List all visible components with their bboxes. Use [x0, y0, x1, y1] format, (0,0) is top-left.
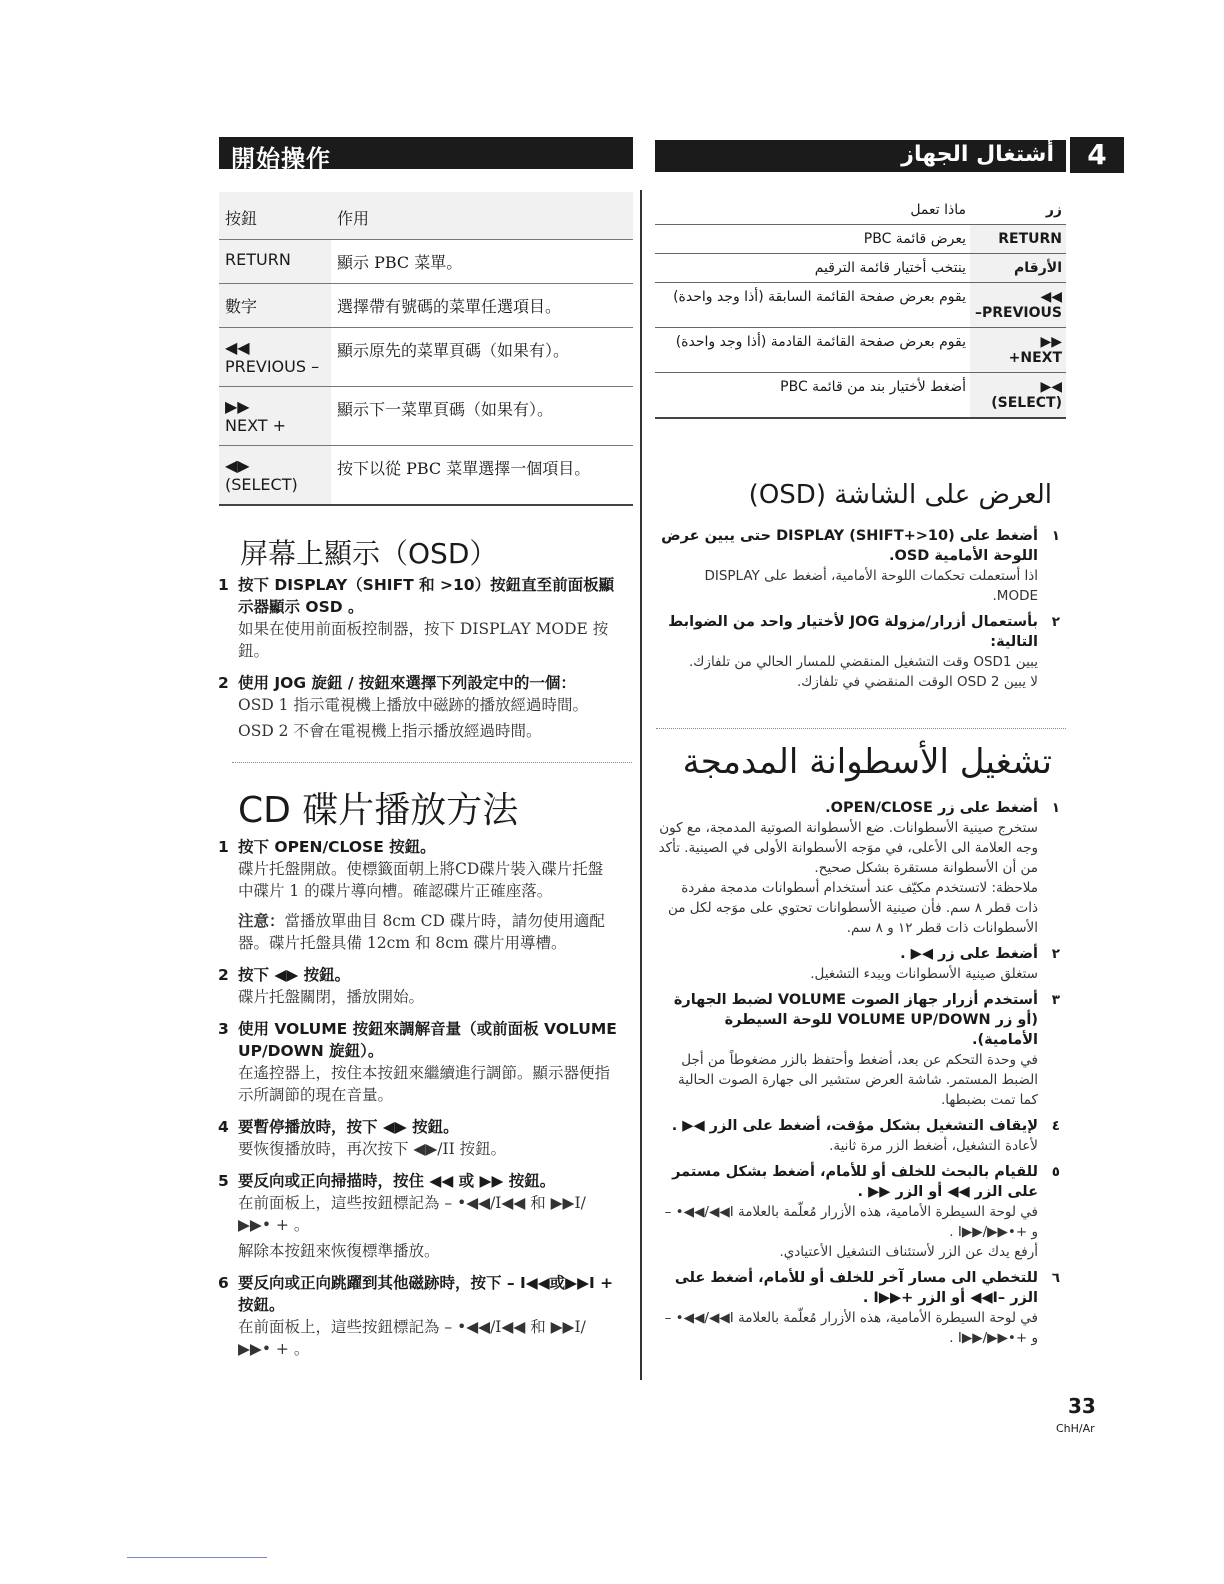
list-item — [218, 964, 618, 1008]
table-row — [655, 328, 1066, 373]
table-cell-value: يعرض قائمة PBC — [655, 225, 970, 254]
table-row — [655, 373, 1066, 419]
table-cell-key: الأرقام — [970, 254, 1066, 283]
table-cell-value: ينتخب أختيار قائمة الترقيم — [655, 254, 970, 283]
left-button-table — [219, 192, 633, 506]
step-text: أضغط على زر ◀▶ . — [900, 946, 1038, 962]
step-desc: 如果在使用前面板控制器，按下 DISPLAY MODE 按鈕。 — [238, 620, 609, 660]
step-text: بأستعمال أزرار/مزولة JOG لأختيار واحد من الضوابط التالية: — [668, 614, 1038, 650]
step-desc-2: لا يبين OSD 2 الوقت المنقضي في تلفازك. — [796, 674, 1038, 690]
step-desc: 在前面板上，這些按鈕標記為 – •◀◀/I◀◀ 和 ▶▶I/▶▶• + 。 — [238, 1194, 586, 1234]
table-cell-value: يقوم بعرض صفحة القائمة السابقة (أذا وجد واحدة) — [655, 283, 970, 328]
list-item — [656, 1268, 1060, 1348]
list-item — [656, 1116, 1060, 1156]
table-cell-value: أضغط لأختيار بند من قائمة PBC — [655, 373, 970, 419]
step-text: 按下 OPEN/CLOSE 按鈕。 — [238, 838, 436, 856]
step-desc: يبين OSD1 وقت التشغيل المنقضي للمسار الحالي من تلفازك. — [689, 654, 1038, 670]
table-header-value: 作用 — [331, 192, 633, 240]
left-section-title: 開始操作 — [231, 145, 331, 173]
right-section-title: أشتغال الجهاز — [901, 142, 1054, 167]
step-note: ملاحظة: لاتستخدم مكيّف عند أستخدام أسطوانات مدمجة مفردة ذات قطر ٨ سم. فأن صينية الأسطوانات تحتوي على موَجه لكل من الأسطوانات ذات قطر ١٢ و ٨ سم. — [668, 880, 1038, 936]
step-number: 2 — [218, 674, 229, 692]
table-cell-key: RETURN — [970, 225, 1066, 254]
step-desc-2: 解除本按鈕來恢復標準播放。 — [238, 1242, 440, 1260]
step-desc-2: أرفع يدك عن الزر لأستئناف التشغيل الأعتيادي. — [779, 1244, 1038, 1260]
table-cell-key: ▶▶ NEXT+ — [970, 328, 1066, 373]
step-number: 3 — [218, 1020, 229, 1038]
table-header-value: ماذا تعمل — [655, 196, 970, 225]
table-row — [655, 225, 1066, 254]
left-cd-steps — [218, 836, 618, 1370]
table-cell-value: يقوم بعرض صفحة القائمة القادمة (أذا وجد واحدة) — [655, 328, 970, 373]
left-osd-steps — [218, 574, 618, 752]
table-cell-key: ◀◀ PREVIOUS – — [219, 328, 331, 387]
table-cell-key: ◀◀ PREVIOUS– — [970, 283, 1066, 328]
table-cell-value: 按下以從 PBC 菜單選擇一個項目。 — [331, 446, 633, 506]
step-text: للقيام بالبحث للخلف أو للأمام، أضغط بشكل مستمر على الزر ◀◀ أو الزر ▶▶ . — [672, 1164, 1038, 1200]
step-number: ٢ — [1051, 614, 1060, 630]
table-cell-key: ◀▶ (SELECT) — [970, 373, 1066, 419]
footer-rule — [127, 1557, 267, 1558]
section-divider — [656, 728, 1066, 733]
step-desc: في لوحة السيطرة الأمامية، هذه الأزرار مُعلّمة بالعلامة I◀◀/◀◀• – و +•▶▶/▶▶I . — [664, 1204, 1038, 1240]
step-desc-2: OSD 2 不會在電視機上指示播放經過時間。 — [238, 722, 542, 740]
step-desc: ستخرج صينية الأسطوانات. ضع الأسطوانة الصوتية المدمجة، مع كون وجه العلامة الى الأعلى، في موَجه الأسطوانة الأولى في الصينية. تأكد من أن الأسطوانة مستقرة بشكل صحيح. — [658, 820, 1038, 876]
step-text: 按下 ◀▶ 按鈕。 — [238, 966, 351, 984]
step-desc: OSD 1 指示電視機上播放中磁跡的播放經過時間。 — [238, 696, 588, 714]
right-button-table — [655, 196, 1066, 419]
step-desc: 要恢復播放時，再次按下 ◀▶/II 按鈕。 — [238, 1140, 507, 1158]
step-number: 1 — [218, 838, 229, 856]
list-item — [656, 612, 1060, 692]
right-section-header — [655, 140, 1066, 172]
step-number: 6 — [218, 1274, 229, 1292]
left-osd-heading: 屏幕上顯示（OSD） — [240, 537, 498, 570]
step-desc: 碟片托盤關閉，播放開始。 — [238, 988, 425, 1006]
right-cd-steps — [656, 798, 1060, 1354]
table-cell-value: 選擇帶有號碼的菜單任選項目。 — [331, 284, 633, 328]
step-number: ٤ — [1051, 1118, 1060, 1134]
list-item — [656, 990, 1060, 1110]
table-cell-value: 顯示 PBC 菜單。 — [331, 240, 633, 284]
list-item — [218, 1018, 618, 1106]
table-row — [655, 254, 1066, 283]
step-desc: 碟片托盤開啟。使標籤面朝上將CD碟片裝入碟片托盤中碟片 1 的碟片導向槽。確認碟片正確座落。 — [238, 860, 604, 900]
list-item — [218, 672, 618, 742]
table-cell-key: RETURN — [219, 240, 331, 284]
step-text: 使用 VOLUME 按鈕來調解音量（或前面板 VOLUME UP/DOWN 旋鈕）。 — [238, 1020, 617, 1060]
table-header-key: زر — [970, 196, 1066, 225]
section-divider — [232, 762, 632, 767]
step-number: ٣ — [1051, 992, 1060, 1008]
table-row — [219, 328, 633, 387]
table-row — [219, 387, 633, 446]
page-code: ChH/Ar — [1056, 1422, 1095, 1435]
step-desc: اذا أستعملت تحكمات اللوحة الأمامية، أضغط على DISPLAY MODE. — [704, 568, 1038, 604]
step-text: 要暫停播放時，按下 ◀▶ 按鈕。 — [238, 1118, 459, 1136]
step-text: للتخطي الى مسار آخر للخلف أو للأمام، أضغط على الزر –I◀◀ أو الزر +▶▶I . — [674, 1270, 1038, 1306]
step-number: ١ — [1051, 528, 1060, 544]
step-desc: 在遙控器上，按住本按鈕來繼續進行調節。顯示器便指示所調節的現在音量。 — [238, 1064, 611, 1104]
right-cd-heading: تشغيل الأسطوانة المدمجة — [682, 742, 1052, 782]
step-number: ١ — [1051, 800, 1060, 816]
list-item — [218, 836, 618, 954]
step-desc: في لوحة السيطرة الأمامية، هذه الأزرار مُعلّمة بالعلامة I◀◀/◀◀• – و +•▶▶/▶▶I . — [664, 1310, 1038, 1346]
right-osd-steps — [656, 526, 1060, 698]
chapter-number: 4 — [1070, 137, 1124, 173]
page-number: 33 — [1068, 1394, 1096, 1418]
left-section-header — [219, 137, 633, 173]
step-text: 要反向或正向跳躍到其他磁跡時，按下 – I◀◀或▶▶I + 按鈕。 — [238, 1274, 614, 1314]
list-item — [218, 1272, 618, 1360]
note-text: 當播放單曲目 8cm CD 碟片時，請勿使用適配器。碟片托盤具備 12cm 和 8cm 碟片用導槽。 — [238, 912, 605, 952]
step-number: 2 — [218, 966, 229, 984]
table-cell-key: 數字 — [219, 284, 331, 328]
list-item — [656, 526, 1060, 606]
step-text: 使用 JOG 旋鈕 / 按鈕來選擇下列設定中的一個： — [238, 674, 576, 692]
step-text: لإيقاف التشغيل بشكل مؤقت، أضغط على الزر ◀▶ . — [671, 1118, 1038, 1134]
left-cd-heading: CD 碟片播放方法 — [238, 790, 519, 831]
table-cell-key: ◀▶ (SELECT) — [219, 446, 331, 506]
list-item — [218, 574, 618, 662]
note-label: 注意： — [238, 912, 285, 930]
table-cell-value: 顯示下一菜單頁碼（如果有）。 — [331, 387, 633, 446]
table-header-key: 按鈕 — [219, 192, 331, 240]
table-row — [219, 284, 633, 328]
step-text: أستخدم أزرار جهاز الصوت VOLUME لضبط الجهارة (أو زر VOLUME UP/DOWN للوحة السيطرة الأمامية). — [673, 992, 1038, 1048]
step-number: ٦ — [1051, 1270, 1060, 1286]
step-note — [238, 910, 618, 954]
step-number: 4 — [218, 1118, 229, 1136]
step-desc: ستغلق صينية الأسطوانات ويبدء التشغيل. — [810, 966, 1038, 982]
list-item — [656, 944, 1060, 984]
table-row — [655, 283, 1066, 328]
list-item — [656, 1162, 1060, 1262]
step-number: ٢ — [1051, 946, 1060, 962]
column-divider — [640, 190, 642, 1380]
step-number: 1 — [218, 576, 229, 594]
step-desc: 在前面板上，這些按鈕標記為 – •◀◀/I◀◀ 和 ▶▶I/▶▶• + 。 — [238, 1318, 586, 1358]
step-text: أضغط على زر OPEN/CLOSE. — [825, 800, 1038, 816]
list-item — [218, 1170, 618, 1262]
table-cell-key: ▶▶ NEXT + — [219, 387, 331, 446]
step-number: 5 — [218, 1172, 229, 1190]
step-text: أضغط على DISPLAY (SHIFT+>10) حتى يبين عرض اللوحة الأمامية OSD. — [661, 528, 1038, 564]
list-item — [656, 798, 1060, 938]
table-row — [219, 240, 633, 284]
step-number: ٥ — [1051, 1164, 1060, 1180]
right-osd-heading: العرض على الشاشة (OSD) — [748, 480, 1052, 510]
step-desc: في وحدة التحكم عن بعد، أضغط وأحتفظ بالزر مضغوطاً من أجل الضبط المستمر. شاشة العرض ستشير الى جهارة الصوت الحالية كما تمت بضبطها. — [678, 1052, 1038, 1108]
step-desc: لأعادة التشغيل، أضغط الزر مرة ثانية. — [829, 1138, 1038, 1154]
list-item — [218, 1116, 618, 1160]
table-row — [219, 446, 633, 506]
table-cell-value: 顯示原先的菜單頁碼（如果有）。 — [331, 328, 633, 387]
step-text: 按下 DISPLAY（SHIFT 和 >10）按鈕直至前面板顯示器顯示 OSD 。 — [238, 576, 615, 616]
step-text: 要反向或正向掃描時，按住 ◀◀ 或 ▶▶ 按鈕。 — [238, 1172, 556, 1190]
